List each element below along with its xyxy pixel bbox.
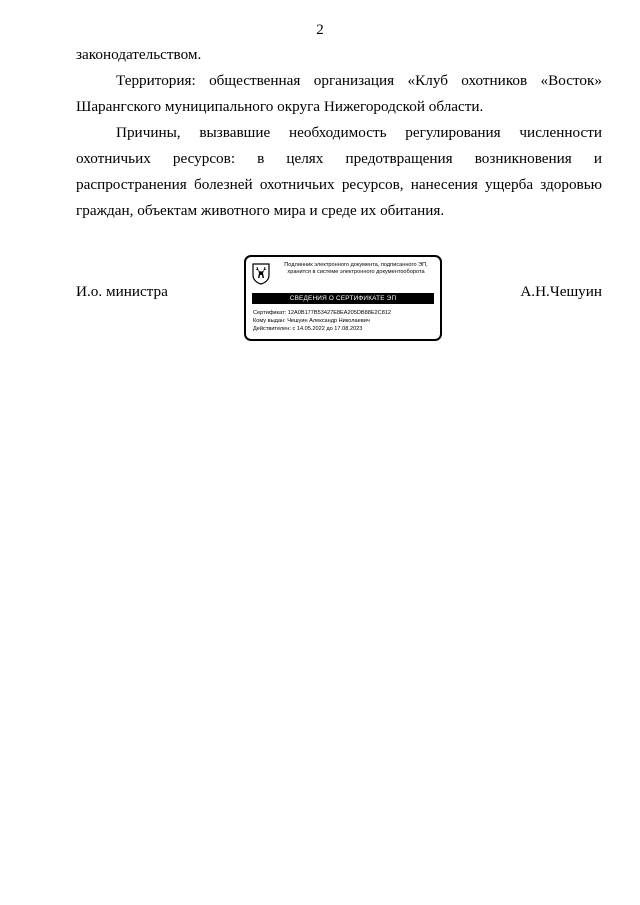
- reasons-line-1: [76, 120, 602, 146]
- word: ресурсов:: [172, 150, 236, 167]
- word: предотвращения: [345, 150, 453, 167]
- word: вызвавшие: [199, 124, 271, 141]
- certificate-owner: Кому выдан: Чешуин Александр Николаевич: [253, 318, 370, 324]
- paragraph-reasons: [76, 120, 602, 224]
- word: целях: [286, 150, 324, 167]
- paragraph-continuation: законодательством.: [76, 46, 202, 63]
- word: и: [593, 150, 602, 167]
- certificate-number: Сертификат: 12A0B177B53427E8EA205DB88E2C812: [253, 310, 392, 316]
- word: охотничьих: [76, 150, 151, 167]
- word: возникновения: [474, 150, 572, 167]
- stamp-caption-line: хранится в системе электронного документооборота: [287, 269, 425, 275]
- reasons-rest: распространения болезней охотничьих ресурсов, нанесения ущерба здоровью граждан, объектам животного мира и среде их обитания.: [76, 176, 602, 219]
- word: регулирования: [405, 124, 501, 141]
- reasons-line-2: [76, 146, 602, 172]
- signer-position: И.о. министра: [76, 283, 168, 300]
- certificate-validity: Действителен: с 14.05.2022 до 17.08.2023: [253, 326, 363, 332]
- paragraph-territory: Территория: общественная организация «Клуб охотников «Восток» Шарангского муниципального округа Нижегородской области.: [76, 72, 602, 115]
- certificate-banner: СВЕДЕНИЯ О СЕРТИФИКАТЕ ЭП: [252, 293, 434, 304]
- certificate-details: [253, 309, 391, 333]
- deer-emblem-icon: [252, 263, 270, 285]
- stamp-caption: [274, 262, 438, 276]
- stamp-caption-line: Подлинник электронного документа, подписанного ЭП,: [284, 262, 428, 268]
- word: Причины,: [116, 124, 181, 141]
- word: необходимость: [288, 124, 387, 141]
- document-body: [76, 42, 602, 224]
- electronic-signature-stamp: [244, 255, 442, 341]
- page-number: 2: [316, 22, 324, 38]
- word: в: [257, 150, 265, 167]
- word: численности: [519, 124, 602, 141]
- signer-name: А.Н.Чешуин: [520, 283, 602, 300]
